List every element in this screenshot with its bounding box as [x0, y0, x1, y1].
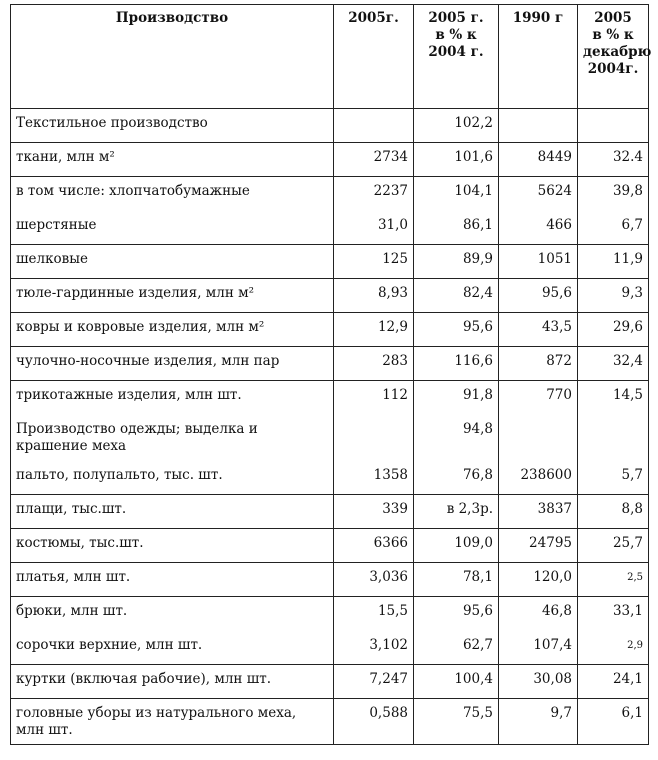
row-name-cell: шерстяные — [11, 211, 334, 245]
table-row — [11, 415, 649, 461]
value-2005-cell: 12,9 — [334, 313, 414, 347]
value-1990-cell — [499, 109, 578, 143]
value-1990-cell: 466 — [499, 211, 578, 245]
pct-dec-2004-cell: 39,8 — [578, 177, 649, 211]
value-1990-cell: 770 — [499, 381, 578, 415]
table-row — [11, 665, 649, 699]
pct-dec-2004-cell: 8,8 — [578, 495, 649, 529]
value-1990-cell: 43,5 — [499, 313, 578, 347]
value-1990-cell: 24795 — [499, 529, 578, 563]
pct-dec-2004-cell: 2,9 — [578, 631, 649, 665]
production-table-container — [10, 4, 652, 745]
header-production — [11, 5, 334, 109]
value-2005-cell: 283 — [334, 347, 414, 381]
value-1990-cell: 3837 — [499, 495, 578, 529]
pct-dec-2004-cell: 9,3 — [578, 279, 649, 313]
row-name-cell: шелковые — [11, 245, 334, 279]
pct-dec-2004-cell: 33,1 — [578, 597, 649, 631]
table-row — [11, 279, 649, 313]
row-name-cell: пальто, полупальто, тыс. шт. — [11, 461, 334, 495]
pct-2004-cell: 100,4 — [414, 665, 499, 699]
value-1990-cell: 9,7 — [499, 699, 578, 745]
value-2005-cell: 8,93 — [334, 279, 414, 313]
table-row — [11, 529, 649, 563]
pct-dec-2004-cell: 2,5 — [578, 563, 649, 597]
value-2005-cell: 6366 — [334, 529, 414, 563]
value-1990-cell: 5624 — [499, 177, 578, 211]
row-name-cell: платья, млн шт. — [11, 563, 334, 597]
row-name-cell: ковры и ковровые изделия, млн м² — [11, 313, 334, 347]
table-row — [11, 313, 649, 347]
value-1990-cell: 238600 — [499, 461, 578, 495]
row-name-cell: чулочно-носочные изделия, млн пар — [11, 347, 334, 381]
value-1990-cell: 30,08 — [499, 665, 578, 699]
pct-2004-cell: 75,5 — [414, 699, 499, 745]
row-name-cell: ткани, млн м² — [11, 143, 334, 177]
table-row — [11, 461, 649, 495]
row-name-cell: головные уборы из натурального меха, млн шт. — [11, 699, 334, 745]
pct-2004-cell: 109,0 — [414, 529, 499, 563]
row-name-cell: куртки (включая рабочие), млн шт. — [11, 665, 334, 699]
table-row — [11, 495, 649, 529]
value-2005-cell: 31,0 — [334, 211, 414, 245]
header-pct-dec-line1: 2005 — [594, 10, 632, 26]
value-2005-cell — [334, 415, 414, 461]
pct-2004-cell: 94,8 — [414, 415, 499, 461]
value-2005-cell: 7,247 — [334, 665, 414, 699]
value-2005-cell: 125 — [334, 245, 414, 279]
pct-2004-cell: 89,9 — [414, 245, 499, 279]
value-2005-cell: 0,588 — [334, 699, 414, 745]
pct-2004-cell: 91,8 — [414, 381, 499, 415]
row-name-cell: Производство одежды; выделка и крашение меха — [11, 415, 334, 461]
header-production-line: Производство — [115, 10, 229, 26]
row-name-cell: плащи, тыс.шт. — [11, 495, 334, 529]
value-2005-cell: 1358 — [334, 461, 414, 495]
header-pct-dec-line2: в % к — [592, 27, 634, 43]
table-row — [11, 631, 649, 665]
header-1990 — [499, 5, 578, 109]
row-name-cell: Текстильное производство — [11, 109, 334, 143]
value-1990-cell — [499, 415, 578, 461]
header-2005-pct-2004-line1: 2005 г. — [428, 10, 484, 26]
table-row — [11, 381, 649, 415]
pct-2004-cell: 62,7 — [414, 631, 499, 665]
row-name-cell: сорочки верхние, млн шт. — [11, 631, 334, 665]
header-2005 — [334, 5, 414, 109]
header-2005-pct-2004-line3: 2004 г. — [428, 44, 484, 60]
header-pct-dec-line3: декабрю — [583, 44, 652, 60]
value-1990-cell: 8449 — [499, 143, 578, 177]
pct-2004-cell: 102,2 — [414, 109, 499, 143]
pct-dec-2004-cell — [578, 415, 649, 461]
pct-dec-2004-cell: 32.4 — [578, 143, 649, 177]
table-row — [11, 177, 649, 211]
pct-2004-cell: 95,6 — [414, 597, 499, 631]
row-name-cell: трикотажные изделия, млн шт. — [11, 381, 334, 415]
value-1990-cell: 872 — [499, 347, 578, 381]
pct-dec-2004-cell: 6,7 — [578, 211, 649, 245]
value-1990-cell: 46,8 — [499, 597, 578, 631]
value-1990-cell: 95,6 — [499, 279, 578, 313]
pct-2004-cell: 95,6 — [414, 313, 499, 347]
table-row — [11, 347, 649, 381]
table-row — [11, 143, 649, 177]
pct-2004-cell: 82,4 — [414, 279, 499, 313]
pct-2004-cell: 104,1 — [414, 177, 499, 211]
header-1990-line: 1990 г — [512, 10, 564, 26]
pct-2004-cell: в 2,3р. — [414, 495, 499, 529]
pct-2004-cell: 101,6 — [414, 143, 499, 177]
table-row — [11, 597, 649, 631]
value-2005-cell — [334, 109, 414, 143]
row-name-cell: в том числе: хлопчатобумажные — [11, 177, 334, 211]
value-2005-cell: 339 — [334, 495, 414, 529]
pct-2004-cell: 86,1 — [414, 211, 499, 245]
table-row — [11, 699, 649, 745]
table-row — [11, 245, 649, 279]
value-2005-cell: 2734 — [334, 143, 414, 177]
pct-2004-cell: 78,1 — [414, 563, 499, 597]
table-row — [11, 563, 649, 597]
value-1990-cell: 120,0 — [499, 563, 578, 597]
table-header — [11, 5, 652, 109]
header-2005-pct-dec-2004 — [578, 5, 652, 109]
pct-dec-2004-cell: 24,1 — [578, 665, 649, 699]
header-2005-pct-2004-line2: в % к — [435, 27, 477, 43]
row-name-cell: костюмы, тыс.шт. — [11, 529, 334, 563]
header-pct-dec-line4: 2004г. — [587, 61, 639, 77]
table-row — [11, 109, 649, 143]
header-row — [11, 5, 649, 109]
pct-dec-2004-cell: 29,6 — [578, 313, 649, 347]
pct-2004-cell: 116,6 — [414, 347, 499, 381]
value-2005-cell: 3,102 — [334, 631, 414, 665]
value-2005-cell: 112 — [334, 381, 414, 415]
value-1990-cell: 1051 — [499, 245, 578, 279]
pct-dec-2004-cell: 11,9 — [578, 245, 649, 279]
pct-2004-cell: 76,8 — [414, 461, 499, 495]
table-body — [11, 109, 649, 745]
table-row — [11, 211, 649, 245]
header-2005-line: 2005г. — [348, 10, 399, 26]
pct-dec-2004-cell: 14,5 — [578, 381, 649, 415]
pct-dec-2004-cell: 32,4 — [578, 347, 649, 381]
pct-dec-2004-cell: 25,7 — [578, 529, 649, 563]
value-2005-cell: 15,5 — [334, 597, 414, 631]
pct-dec-2004-cell: 5,7 — [578, 461, 649, 495]
production-table — [10, 4, 652, 745]
header-2005-pct-2004 — [414, 5, 499, 109]
pct-dec-2004-cell — [578, 109, 649, 143]
row-name-cell: брюки, млн шт. — [11, 597, 334, 631]
pct-dec-2004-cell: 6,1 — [578, 699, 649, 745]
value-2005-cell: 2237 — [334, 177, 414, 211]
value-2005-cell: 3,036 — [334, 563, 414, 597]
value-1990-cell: 107,4 — [499, 631, 578, 665]
row-name-cell: тюле-гардинные изделия, млн м² — [11, 279, 334, 313]
